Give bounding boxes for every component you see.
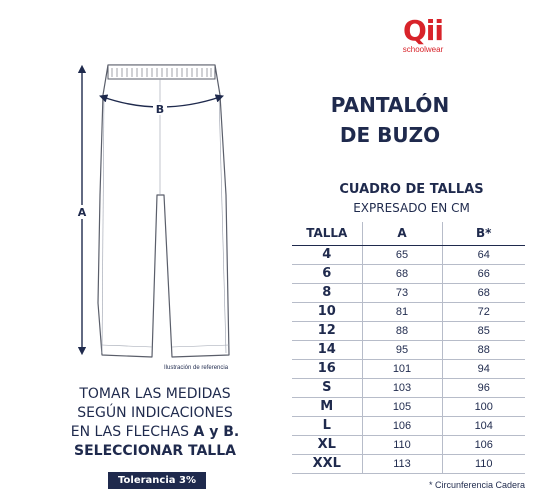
measure-a-cell: 110 xyxy=(362,435,442,454)
measure-a-cell: 88 xyxy=(362,321,442,340)
size-cell: 4 xyxy=(292,245,362,264)
product-title-line2: DE BUZO xyxy=(339,123,441,147)
table-row xyxy=(292,416,525,435)
size-chart-title: CUADRO DE TALLAS xyxy=(339,182,484,197)
instruction-line4: SELECCIONAR TALLA xyxy=(74,443,236,459)
measure-b-cell: 94 xyxy=(442,359,525,378)
table-row xyxy=(292,340,525,359)
size-cell: 8 xyxy=(292,283,362,302)
illustration-caption: Ilustración de referencia xyxy=(164,365,229,371)
measure-a-cell: 68 xyxy=(362,264,442,283)
size-chart-footnote: * Circunferencia Cadera xyxy=(428,480,525,490)
measure-a-cell: 101 xyxy=(362,359,442,378)
table-row xyxy=(292,302,525,321)
size-table-header-row xyxy=(292,222,525,245)
measure-a-cell: 103 xyxy=(362,378,442,397)
size-cell: XL xyxy=(292,435,362,454)
instruction-line3-text: EN LAS FLECHAS xyxy=(70,424,194,440)
table-row xyxy=(292,264,525,283)
table-row xyxy=(292,283,525,302)
measure-b-cell: 72 xyxy=(442,302,525,321)
measure-b-cell: 100 xyxy=(442,397,525,416)
measure-b-cell: 66 xyxy=(442,264,525,283)
header-talla: TALLA xyxy=(292,222,362,245)
instruction-line1: TOMAR LAS MEDIDAS xyxy=(79,386,231,402)
size-cell: 10 xyxy=(292,302,362,321)
table-row xyxy=(292,397,525,416)
measure-b-cell: 88 xyxy=(442,340,525,359)
brand-name: Qii xyxy=(403,14,443,47)
pants-illustration xyxy=(60,55,260,365)
size-table xyxy=(292,222,525,474)
size-cell: 6 xyxy=(292,264,362,283)
measure-a-cell: 113 xyxy=(362,454,442,473)
size-cell: M xyxy=(292,397,362,416)
table-row xyxy=(292,435,525,454)
measurement-instructions xyxy=(30,385,280,461)
measure-a-cell: 95 xyxy=(362,340,442,359)
measure-b-cell: 96 xyxy=(442,378,525,397)
measure-a-cell: 106 xyxy=(362,416,442,435)
measure-a-cell: 65 xyxy=(362,245,442,264)
table-row xyxy=(292,245,525,264)
size-cell: L xyxy=(292,416,362,435)
table-row xyxy=(292,321,525,340)
table-row xyxy=(292,359,525,378)
measure-a-cell: 73 xyxy=(362,283,442,302)
brand-logo xyxy=(393,16,453,54)
table-row xyxy=(292,378,525,397)
size-cell: 12 xyxy=(292,321,362,340)
measure-b-cell: 106 xyxy=(442,435,525,454)
measure-a-cell: 105 xyxy=(362,397,442,416)
measure-b-cell: 85 xyxy=(442,321,525,340)
label-b: B xyxy=(155,103,165,116)
table-row xyxy=(292,454,525,473)
measure-a-cell: 81 xyxy=(362,302,442,321)
measure-b-cell: 68 xyxy=(442,283,525,302)
measure-b-cell: 64 xyxy=(442,245,525,264)
instruction-line2: SEGÚN INDICACIONES xyxy=(77,405,233,421)
brand-tagline: schoolwear xyxy=(402,45,444,54)
label-a: A xyxy=(77,206,87,219)
measure-b-cell: 104 xyxy=(442,416,525,435)
instruction-line3-bold: A y B. xyxy=(193,424,240,440)
size-table-body xyxy=(292,245,525,473)
size-chart-subtitle: EXPRESADO EN CM xyxy=(353,201,470,215)
tolerance-badge: Tolerancia 3% xyxy=(108,472,206,489)
header-a: A xyxy=(362,222,442,245)
size-cell: XXL xyxy=(292,454,362,473)
product-title xyxy=(330,90,450,150)
size-cell: 16 xyxy=(292,359,362,378)
product-title-line1: PANTALÓN xyxy=(330,93,450,117)
measure-b-cell: 110 xyxy=(442,454,525,473)
header-b: B* xyxy=(442,222,525,245)
size-cell: 14 xyxy=(292,340,362,359)
size-cell: S xyxy=(292,378,362,397)
instruction-line3 xyxy=(30,423,280,442)
